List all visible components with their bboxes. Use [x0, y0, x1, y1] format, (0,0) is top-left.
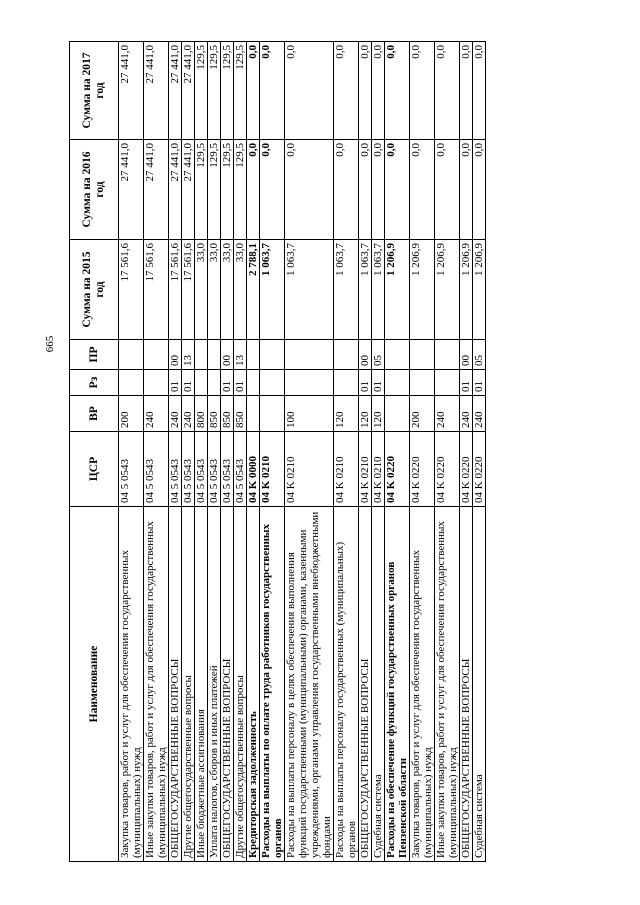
cell-sum-2017: 0,0: [260, 42, 285, 140]
cell-rz: 01: [234, 370, 247, 396]
cell-sum-2015: 1 063,7: [359, 240, 372, 340]
cell-sum-2016: 0,0: [435, 140, 460, 240]
cell-sum-2017: 129,5: [221, 42, 234, 140]
cell-sum-2017: 0,0: [410, 42, 435, 140]
cell-csr: 04 K 0220: [435, 432, 460, 507]
cell-rz: 01: [460, 370, 473, 396]
cell-sum-2017: 0,0: [473, 42, 486, 140]
cell-csr: 04 K 0210: [285, 432, 334, 507]
cell-sum-2017: 129,5: [208, 42, 221, 140]
rotated-page-content: [69, 42, 562, 862]
cell-csr: 04 K 0210: [334, 432, 359, 507]
cell-csr: 04 K 0220: [473, 432, 486, 507]
cell-sum-2017: 0,0: [385, 42, 410, 140]
cell-sum-2016: 0,0: [334, 140, 359, 240]
table-row: [435, 42, 460, 862]
cell-sum-2016: 0,0: [285, 140, 334, 240]
cell-sum-2015: 33,0: [234, 240, 247, 340]
cell-sum-2017: 129,5: [195, 42, 208, 140]
cell-csr: 04 K 0210: [359, 432, 372, 507]
cell-name: Расходы на выплаты персоналу государственных (муниципальных) органов: [334, 507, 359, 862]
cell-vr: 800: [195, 396, 208, 432]
table-row: [372, 42, 385, 862]
header-vr: ВР: [70, 396, 119, 432]
cell-vr: 240: [435, 396, 460, 432]
cell-sum-2017: 0,0: [359, 42, 372, 140]
cell-vr: 120: [334, 396, 359, 432]
cell-sum-2016: 27 441,0: [169, 140, 182, 240]
cell-name: Расходы на выплаты по оплате труда работников государственных органов: [260, 507, 285, 862]
cell-csr: 04 5 0543: [144, 432, 169, 507]
cell-pr: [208, 340, 221, 370]
cell-csr: 04 K 0000: [247, 432, 260, 507]
table-row: [247, 42, 260, 862]
cell-pr: [385, 340, 410, 370]
header-sum-2017: Сумма на 2017 год: [70, 42, 119, 140]
cell-name: Уплата налогов, сборов и иных платежей: [208, 507, 221, 862]
table-row: [359, 42, 372, 862]
cell-pr: 05: [473, 340, 486, 370]
cell-sum-2017: 0,0: [247, 42, 260, 140]
cell-sum-2015: 1 206,9: [473, 240, 486, 340]
cell-name: Иные закупки товаров, работ и услуг для обеспечения государственных (муниципальных) нужд: [144, 507, 169, 862]
cell-rz: 01: [221, 370, 234, 396]
table-row: [221, 42, 234, 862]
cell-vr: 200: [119, 396, 144, 432]
table-row: [410, 42, 435, 862]
cell-pr: [435, 340, 460, 370]
cell-sum-2016: 129,5: [221, 140, 234, 240]
cell-sum-2015: 1 063,7: [260, 240, 285, 340]
table-row: [144, 42, 169, 862]
cell-name: Судебная система: [372, 507, 385, 862]
cell-name: Закупка товаров, работ и услуг для обеспечения государственных (муниципальных) нужд: [119, 507, 144, 862]
header-name: Наименование: [70, 507, 119, 862]
cell-vr: [385, 396, 410, 432]
cell-vr: 850: [208, 396, 221, 432]
header-rz: Рз: [70, 370, 119, 396]
cell-name: Другие общегосударственные вопросы: [182, 507, 195, 862]
cell-pr: 13: [234, 340, 247, 370]
cell-sum-2017: 129,5: [234, 42, 247, 140]
cell-csr: 04 K 0210: [372, 432, 385, 507]
cell-rz: 01: [473, 370, 486, 396]
cell-pr: 00: [221, 340, 234, 370]
table-row: [334, 42, 359, 862]
cell-csr: 04 5 0543: [208, 432, 221, 507]
cell-sum-2017: 27 441,0: [144, 42, 169, 140]
cell-name: ОБЩЕГОСУДАРСТВЕННЫЕ ВОПРОСЫ: [169, 507, 182, 862]
cell-sum-2017: 27 441,0: [169, 42, 182, 140]
cell-rz: [334, 370, 359, 396]
cell-sum-2015: 33,0: [195, 240, 208, 340]
table-row: [285, 42, 334, 862]
cell-name: Закупка товаров, работ и услуг для обеспечения государственных (муниципальных) нужд: [410, 507, 435, 862]
cell-vr: 240: [460, 396, 473, 432]
cell-sum-2015: 2 788,1: [247, 240, 260, 340]
cell-csr: 04 K 0220: [460, 432, 473, 507]
cell-csr: 04 K 0220: [410, 432, 435, 507]
cell-pr: [247, 340, 260, 370]
cell-csr: 04 5 0543: [119, 432, 144, 507]
header-sum-2015: Сумма на 2015 год: [70, 240, 119, 340]
cell-name: Судебная система: [473, 507, 486, 862]
table-row: [169, 42, 182, 862]
cell-name: Иные закупки товаров, работ и услуг для обеспечения государственных (муниципальных) нужд: [435, 507, 460, 862]
table-row: [208, 42, 221, 862]
cell-rz: [435, 370, 460, 396]
page-number: 665: [44, 335, 56, 353]
cell-csr: 04 K 0210: [260, 432, 285, 507]
cell-vr: 200: [410, 396, 435, 432]
cell-sum-2016: 27 441,0: [144, 140, 169, 240]
header-sum-2016: Сумма на 2016 год: [70, 140, 119, 240]
cell-name: Иные бюджетные ассигнования: [195, 507, 208, 862]
cell-sum-2015: 1 063,7: [334, 240, 359, 340]
cell-rz: [195, 370, 208, 396]
cell-sum-2017: 0,0: [334, 42, 359, 140]
table-row: [234, 42, 247, 862]
table-row: [119, 42, 144, 862]
cell-sum-2015: 1 206,9: [385, 240, 410, 340]
cell-pr: [285, 340, 334, 370]
cell-rz: [247, 370, 260, 396]
cell-sum-2017: 0,0: [372, 42, 385, 140]
table-row: [260, 42, 285, 862]
cell-vr: 120: [359, 396, 372, 432]
cell-pr: 00: [169, 340, 182, 370]
cell-sum-2016: 0,0: [460, 140, 473, 240]
cell-sum-2016: 129,5: [195, 140, 208, 240]
cell-pr: 13: [182, 340, 195, 370]
cell-rz: [285, 370, 334, 396]
cell-sum-2017: 27 441,0: [182, 42, 195, 140]
table-row: [385, 42, 410, 862]
cell-rz: 01: [359, 370, 372, 396]
cell-vr: [260, 396, 285, 432]
cell-sum-2016: 27 441,0: [182, 140, 195, 240]
cell-sum-2017: 27 441,0: [119, 42, 144, 140]
cell-name: ОБЩЕГОСУДАРСТВЕННЫЕ ВОПРОСЫ: [460, 507, 473, 862]
cell-csr: 04 5 0543: [221, 432, 234, 507]
cell-vr: 120: [372, 396, 385, 432]
cell-name: ОБЩЕГОСУДАРСТВЕННЫЕ ВОПРОСЫ: [221, 507, 234, 862]
cell-sum-2015: 17 561,6: [169, 240, 182, 340]
cell-csr: 04 5 0543: [182, 432, 195, 507]
table-row: [195, 42, 208, 862]
cell-sum-2015: 33,0: [208, 240, 221, 340]
cell-sum-2016: 0,0: [385, 140, 410, 240]
cell-rz: [208, 370, 221, 396]
cell-rz: 01: [372, 370, 385, 396]
cell-pr: [195, 340, 208, 370]
cell-sum-2015: 1 063,7: [372, 240, 385, 340]
cell-pr: [119, 340, 144, 370]
cell-pr: [144, 340, 169, 370]
cell-sum-2016: 0,0: [247, 140, 260, 240]
cell-vr: 850: [234, 396, 247, 432]
cell-rz: [260, 370, 285, 396]
cell-vr: [247, 396, 260, 432]
cell-sum-2015: 17 561,6: [119, 240, 144, 340]
cell-rz: [385, 370, 410, 396]
cell-pr: 00: [460, 340, 473, 370]
table-row: [182, 42, 195, 862]
cell-vr: 100: [285, 396, 334, 432]
cell-rz: [144, 370, 169, 396]
cell-sum-2016: 0,0: [359, 140, 372, 240]
cell-sum-2016: 129,5: [208, 140, 221, 240]
cell-vr: 850: [221, 396, 234, 432]
cell-pr: 05: [372, 340, 385, 370]
cell-vr: 240: [182, 396, 195, 432]
cell-sum-2015: 1 063,7: [285, 240, 334, 340]
cell-sum-2016: 129,5: [234, 140, 247, 240]
cell-pr: [334, 340, 359, 370]
cell-csr: 04 5 0543: [234, 432, 247, 507]
table-row: [473, 42, 486, 862]
cell-sum-2016: 27 441,0: [119, 140, 144, 240]
cell-rz: [119, 370, 144, 396]
cell-pr: [410, 340, 435, 370]
cell-pr: 00: [359, 340, 372, 370]
cell-csr: 04 K 0220: [385, 432, 410, 507]
cell-vr: 240: [144, 396, 169, 432]
cell-csr: 04 5 0543: [169, 432, 182, 507]
cell-name: Расходы на обеспечение функций государственных органов Пензенской области: [385, 507, 410, 862]
header-csr: ЦСР: [70, 432, 119, 507]
table-header-row: [70, 42, 119, 862]
header-pr: ПР: [70, 340, 119, 370]
cell-name: Расходы на выплаты персоналу в целях обеспечения выполнения функций государственными (муниципальными) органами, казенными учреждениями, органами управления государственными внебюджетными фондами: [285, 507, 334, 862]
cell-sum-2016: 0,0: [372, 140, 385, 240]
cell-sum-2015: 17 561,6: [182, 240, 195, 340]
cell-sum-2017: 0,0: [435, 42, 460, 140]
cell-sum-2015: 33,0: [221, 240, 234, 340]
cell-name: Кредиторская задолженность: [247, 507, 260, 862]
table-row: [460, 42, 473, 862]
cell-name: Другие общегосударственные вопросы: [234, 507, 247, 862]
budget-table: [69, 41, 486, 862]
cell-rz: 01: [169, 370, 182, 396]
cell-sum-2017: 0,0: [460, 42, 473, 140]
cell-sum-2016: 0,0: [410, 140, 435, 240]
cell-rz: 01: [182, 370, 195, 396]
cell-name: ОБЩЕГОСУДАРСТВЕННЫЕ ВОПРОСЫ: [359, 507, 372, 862]
cell-sum-2015: 1 206,9: [435, 240, 460, 340]
cell-sum-2015: 1 206,9: [460, 240, 473, 340]
cell-rz: [410, 370, 435, 396]
cell-sum-2017: 0,0: [285, 42, 334, 140]
cell-vr: 240: [169, 396, 182, 432]
cell-csr: 04 5 0543: [195, 432, 208, 507]
cell-sum-2016: 0,0: [260, 140, 285, 240]
cell-pr: [260, 340, 285, 370]
cell-sum-2016: 0,0: [473, 140, 486, 240]
cell-vr: 240: [473, 396, 486, 432]
cell-sum-2015: 17 561,6: [144, 240, 169, 340]
table-body: [119, 42, 486, 862]
cell-sum-2015: 1 206,9: [410, 240, 435, 340]
